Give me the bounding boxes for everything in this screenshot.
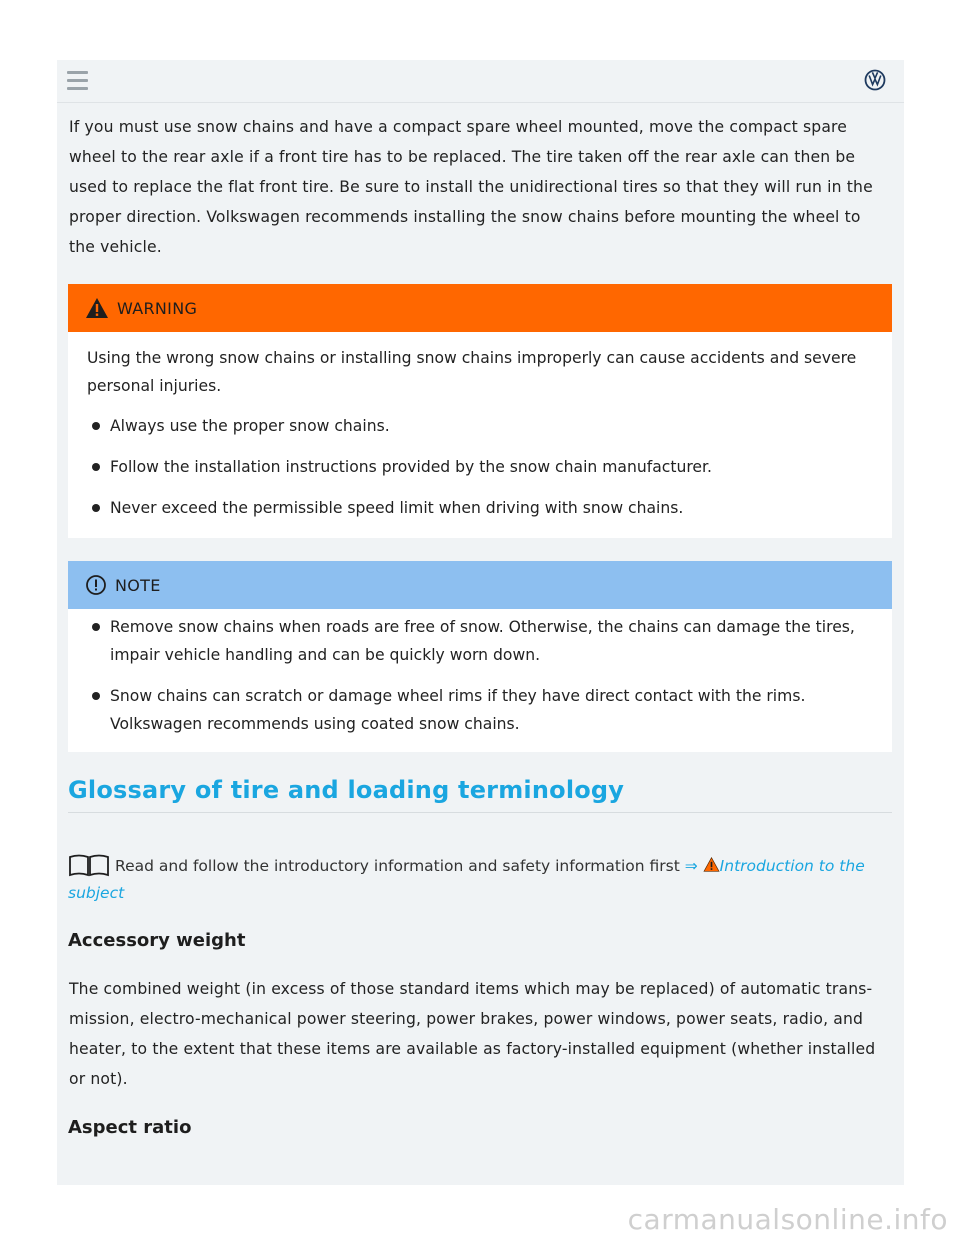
read-first-text: Read and follow the introductory information and safety information first: [115, 857, 680, 875]
book-icon: [68, 853, 110, 877]
watermark: carmanualsonline.info: [627, 1203, 948, 1236]
glossary-term: Accessory weight: [68, 930, 246, 951]
list-item: Never exceed the permissible speed limit when driving with snow chains.: [87, 494, 874, 522]
note-list: [87, 613, 874, 738]
read-first-notice: [68, 853, 886, 907]
list-item: Snow chains can scratch or damage wheel rims if they have direct contact with the rims. Volkswagen recommends using coated snow chains.: [87, 682, 874, 738]
introduction-link[interactable]: Introduction to the subject: [68, 857, 865, 902]
top-bar: [57, 60, 904, 103]
warning-header: [68, 284, 892, 332]
note-box: [68, 561, 892, 752]
vw-logo-icon[interactable]: [864, 69, 886, 91]
glossary-term: Aspect ratio: [68, 1117, 192, 1138]
glossary-definition: The combined weight (in excess of those standard items which may be replaced) of automatic trans-mission, electro-mechanical power steering, power brakes, power windows, power seats, radio, and heater, to the extent that these items are available as factory-installed equipment (whether installed or not).: [69, 980, 876, 1088]
warning-box: [68, 284, 892, 538]
list-item: Follow the installation instructions provided by the snow chain manufacturer.: [87, 453, 874, 481]
list-item: Remove snow chains when roads are free of snow. Otherwise, the chains can damage the tires, impair vehicle handling and can be quickly worn down.: [87, 613, 874, 669]
warning-title: WARNING: [117, 298, 198, 318]
reference-arrow[interactable]: ⇒: [684, 857, 698, 875]
warning-text: Using the wrong snow chains or installing snow chains improperly can cause accidents and severe personal injuries.: [87, 349, 857, 395]
note-header: [68, 561, 892, 609]
list-item: Always use the proper snow chains.: [87, 412, 874, 440]
intro-paragraph: If you must use snow chains and have a compact spare wheel mounted, move the compact spare wheel to the rear axle if a front tire has to be replaced. The tire taken off the rear axle can then be used to replace the flat front tire. Be sure to install the unidirectional tires so that they will run in the proper direction. Volkswagen recommends installing the snow chains before mounting the wheel to the vehicle.: [69, 118, 873, 256]
hamburger-menu-icon[interactable]: [67, 71, 88, 90]
warning-triangle-small-icon: [703, 857, 720, 872]
note-exclamation-icon: [85, 574, 107, 596]
section-title: Glossary of tire and loading terminology: [68, 776, 892, 813]
note-title: NOTE: [115, 575, 161, 595]
warning-triangle-icon: [85, 297, 109, 319]
warning-list: [87, 412, 874, 522]
